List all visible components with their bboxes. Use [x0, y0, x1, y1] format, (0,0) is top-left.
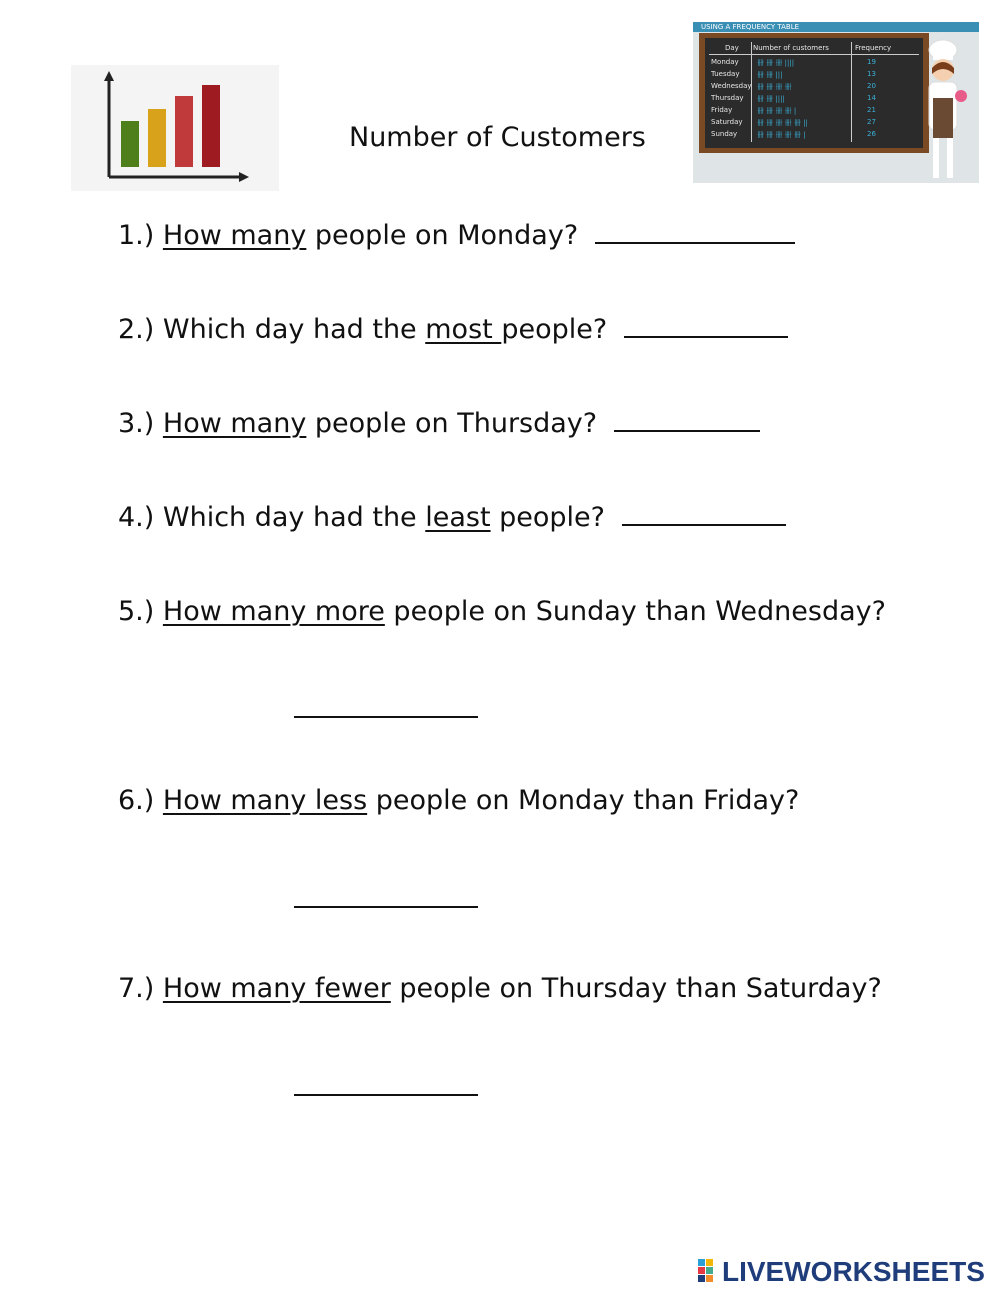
answer-blank[interactable]: [294, 716, 478, 718]
answer-blank[interactable]: [614, 406, 760, 432]
table-tally: 卌 卌 卌 ||||: [757, 59, 795, 67]
image-banner: USING A FREQUENCY TABLE: [701, 23, 800, 31]
answer-blank[interactable]: [294, 906, 478, 908]
table-day: Friday: [711, 106, 733, 114]
question-1: 1.) How many people on Monday?: [118, 218, 795, 254]
table-day: Saturday: [711, 118, 743, 126]
table-frequency: 27: [867, 118, 876, 126]
table-frequency: 26: [867, 130, 876, 138]
liveworksheets-logo-icon: [698, 1259, 722, 1283]
table-tally: 卌 卌 ||||: [757, 95, 785, 103]
question-3: 3.) How many people on Thursday?: [118, 406, 760, 442]
page-title: Number of Customers: [349, 122, 646, 153]
question-5: 5.) How many more people on Sunday than Wednesday?: [118, 596, 886, 627]
table-tally: 卌 卌 卌 卌 |: [757, 107, 797, 115]
question-4: 4.) Which day had the least people?: [118, 500, 786, 536]
table-tally: 卌 卌 |||: [757, 71, 783, 79]
table-day: Sunday: [711, 130, 738, 138]
table-day: Wednesday: [711, 82, 752, 90]
table-header-day: Day: [725, 44, 739, 52]
answer-blank[interactable]: [595, 218, 795, 244]
table-frequency: 19: [867, 58, 876, 66]
table-frequency: 21: [867, 106, 876, 114]
table-frequency: 14: [867, 94, 876, 102]
table-frequency: 20: [867, 82, 876, 90]
table-frequency: 13: [867, 70, 876, 78]
table-header-customers: Number of customers: [753, 44, 829, 52]
answer-blank[interactable]: [624, 312, 788, 338]
question-2: 2.) Which day had the most people?: [118, 312, 788, 348]
table-day: Monday: [711, 58, 739, 66]
question-6: 6.) How many less people on Monday than Friday?: [118, 785, 800, 816]
frequency-table-image: [693, 22, 979, 183]
table-tally: 卌 卌 卌 卌 卌 ||: [757, 119, 808, 127]
table-day: Thursday: [711, 94, 744, 102]
brand-logo: LIVEWORKSHEETS: [722, 1256, 985, 1287]
table-tally: 卌 卌 卌 卌: [757, 83, 792, 91]
table-day: Tuesday: [711, 70, 740, 78]
question-7: 7.) How many fewer people on Thursday than Saturday?: [118, 973, 882, 1004]
chef-illustration: [919, 38, 975, 183]
bar-chart-icon: [71, 65, 279, 191]
chalkboard: [705, 38, 923, 148]
answer-blank[interactable]: [622, 500, 786, 526]
answer-blank[interactable]: [294, 1094, 478, 1096]
table-header-frequency: Frequency: [855, 44, 892, 52]
table-tally: 卌 卌 卌 卌 卌 |: [757, 131, 806, 139]
